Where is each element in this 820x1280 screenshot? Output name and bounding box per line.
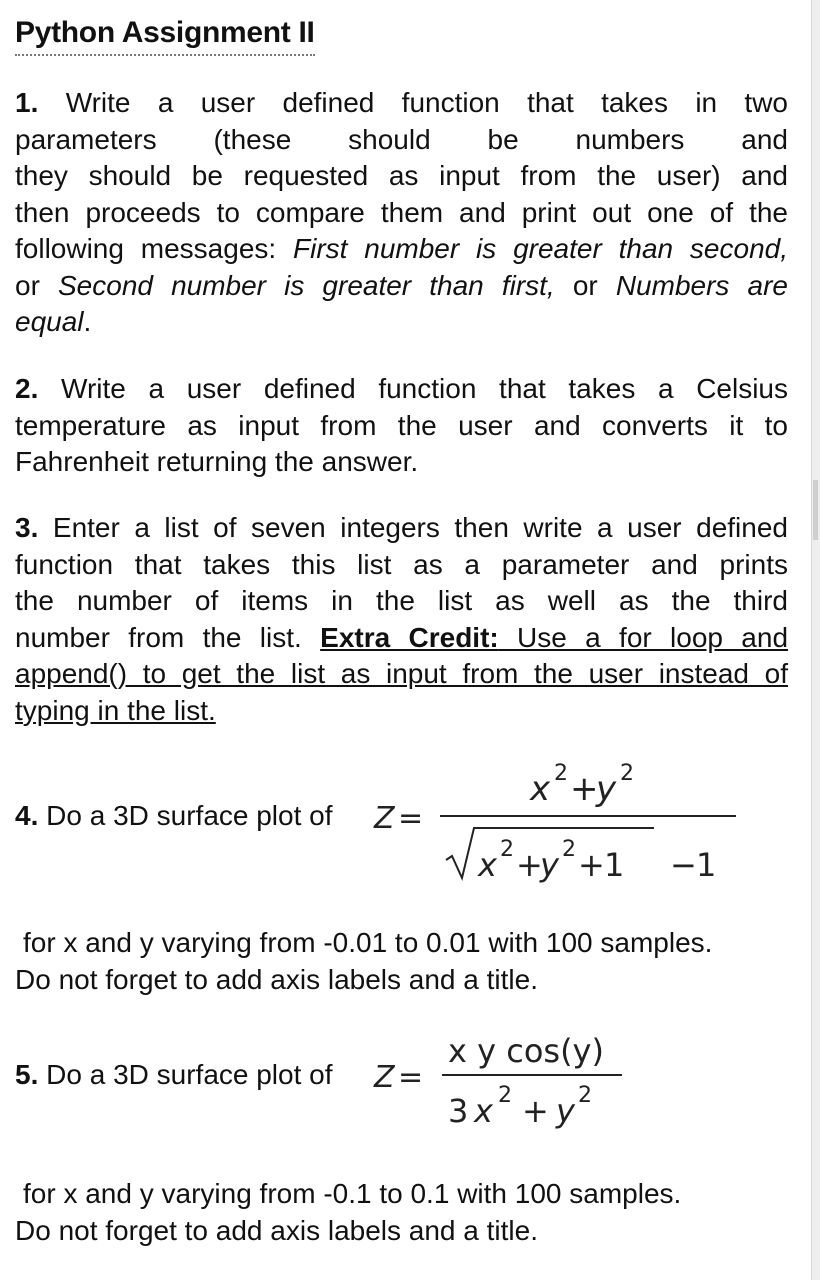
q4-den-minus: −	[670, 846, 697, 884]
q4-num-sq1: 2	[554, 761, 568, 786]
question-1	[15, 85, 788, 341]
q5-equals: =	[398, 1060, 424, 1095]
q4-num-x: x	[530, 769, 551, 809]
q2-number: 2.	[15, 373, 39, 404]
q4-note	[15, 925, 712, 998]
q1-line-1: 1. Write a user defined function that takes in two	[15, 87, 789, 118]
q5-numerator: x y cos(y)	[448, 1032, 604, 1070]
q4-z-symbol: Z	[374, 801, 395, 836]
q5-den-x: x	[474, 1092, 493, 1130]
q5-z-symbol: Z	[374, 1060, 395, 1095]
q5-den-sq1: 2	[498, 1083, 512, 1108]
q4-num-plus: +	[570, 769, 599, 809]
q5-den-sq2: 2	[578, 1083, 592, 1108]
page-title: Python Assignment II	[15, 16, 315, 56]
q4-formula	[370, 752, 750, 892]
q3-line-3: the number of items in the list as well as the third	[15, 585, 788, 616]
q5-den-y: y	[556, 1092, 575, 1130]
q5-number: 5.	[15, 1059, 39, 1090]
q3-line-1: 3. Enter a list of seven integers then write a user defined	[15, 512, 788, 543]
q4-equals: =	[398, 801, 424, 836]
q5-den-three: 3	[448, 1092, 469, 1130]
vertical-scrollbar[interactable]	[811, 0, 820, 1280]
extra-credit-label: Extra Credit:	[320, 621, 499, 653]
q4-note-line-1: for x and y varying from -0.01 to 0.01 with 100 samples.	[23, 927, 713, 958]
q1-line-7: equal.	[15, 306, 92, 337]
q1-line-6: or Second number is greater than first, or Numbers are	[15, 269, 788, 301]
q4-den-one2: 1	[696, 846, 717, 884]
question-4-lead: 4. Do a 3D surface plot of	[15, 800, 333, 831]
q3-line-6: typing in the list.	[15, 694, 216, 726]
q1-line-4: then proceeds to compare them and print out one of the	[15, 196, 788, 228]
q5-note	[15, 1176, 681, 1249]
q5-note-line-2: Do not forget to add axis labels and a title.	[15, 1214, 538, 1246]
q1-number: 1.	[15, 87, 39, 118]
q3-line-2: function that takes this list as a parameter and prints	[15, 548, 788, 580]
question-3	[15, 510, 788, 729]
question-2	[15, 371, 788, 481]
q1-line-5: following messages: First number is greater than second,	[15, 233, 788, 264]
q4-den-x: x	[478, 846, 497, 884]
q5-formula	[370, 1024, 640, 1134]
q4-number: 4.	[15, 800, 39, 831]
q5-note-line-1: for x and y varying from -0.1 to 0.1 with 100 samples.	[23, 1178, 682, 1209]
q2-line-2: temperature as input from the user and converts it to	[15, 409, 788, 441]
q3-line-4: number from the list. Extra Credit: Use a for loop and	[15, 621, 789, 653]
q4-den-y: y	[540, 846, 559, 884]
scrollbar-thumb[interactable]	[813, 480, 818, 540]
q4-den-plus2: +	[578, 846, 605, 884]
q2-line-3: Fahrenheit returning the answer.	[15, 446, 419, 477]
q4-num-y: y	[596, 769, 617, 809]
q1-line-3: they should be requested as input from the user) and	[15, 160, 788, 191]
q4-den-sq1: 2	[500, 837, 514, 862]
q3-line-5: append() to get the list as input from the user instead of	[15, 658, 788, 689]
q4-den-plus1: +	[516, 846, 543, 884]
q2-line-1: 2. Write a user defined function that takes a Celsius	[15, 373, 789, 404]
q4-num-sq2: 2	[620, 761, 634, 786]
q4-den-sq2: 2	[562, 837, 576, 862]
q1-line-2: parameters (these should be numbers and	[15, 123, 788, 155]
q3-number: 3.	[15, 512, 39, 543]
q4-den-one: 1	[604, 846, 625, 884]
q5-den-plus: +	[522, 1092, 549, 1130]
q4-note-line-2: Do not forget to add axis labels and a title.	[15, 963, 538, 995]
question-5-lead: 5. Do a 3D surface plot of	[15, 1059, 333, 1090]
